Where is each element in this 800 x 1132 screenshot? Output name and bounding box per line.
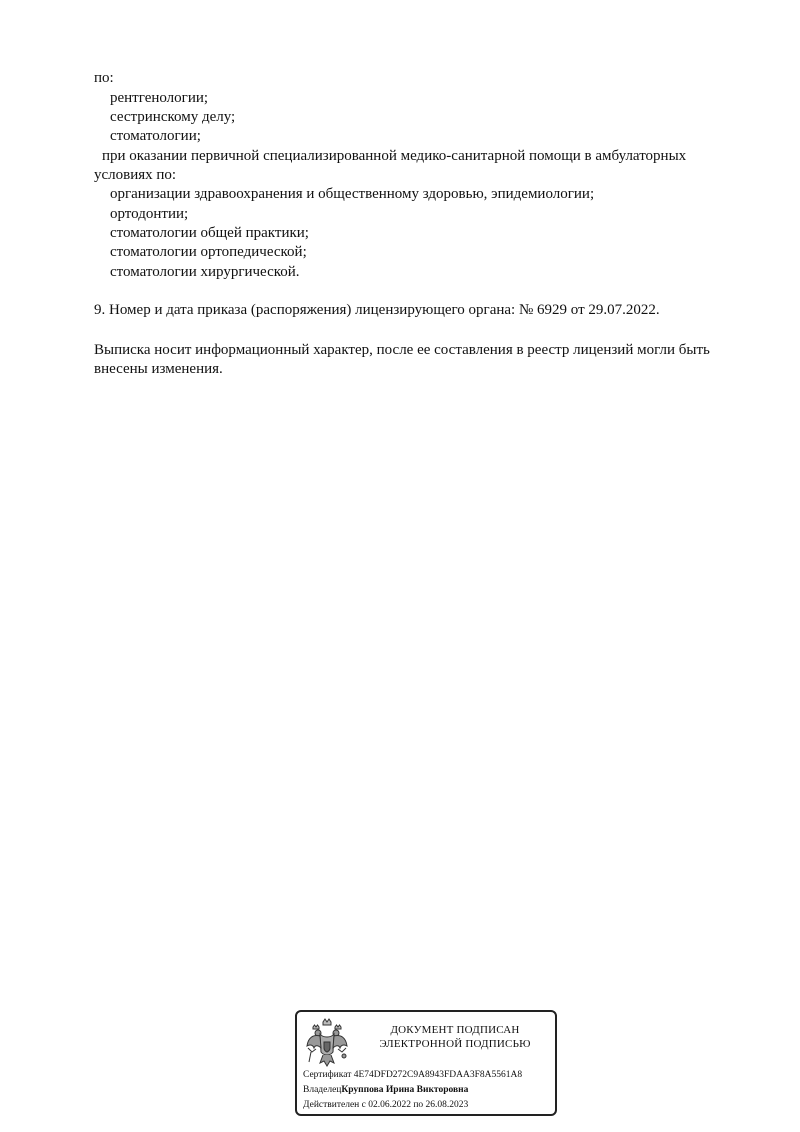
certificate-label: Сертификат [303, 1070, 352, 1080]
owner-row [303, 1084, 468, 1096]
owner-label: Владелец [303, 1085, 342, 1095]
list-item: стоматологии хирургической. [110, 264, 300, 280]
certificate-row [303, 1069, 522, 1081]
list-item: рентгенологии; [110, 90, 209, 106]
russian-coat-of-arms-icon [305, 1018, 349, 1070]
list-item: стоматологии ортопедической; [110, 244, 307, 260]
list-item: организации здравоохранения и общественному здоровью, эпидемиологии; [110, 186, 595, 202]
list-item: стоматологии; [110, 128, 201, 144]
stamp-title-line1: ДОКУМЕНТ ПОДПИСАН [390, 1024, 520, 1036]
electronic-signature-stamp [295, 1010, 557, 1116]
list-item: стоматологии общей практики; [110, 225, 309, 241]
section-intro-text: при оказании первичной специализированной медико-санитарной помощи в амбулаторных [102, 148, 687, 164]
list-item: сестринскому делу; [110, 109, 236, 125]
owner-value: Круппова Ирина Викторовна [341, 1085, 469, 1095]
disclaimer-line: Выписка носит информационный характер, после ее составления в реестр лицензий могли быть [94, 342, 710, 358]
validity-row: Действителен с 02.06.2022 по 26.08.2023 [303, 1100, 469, 1110]
list-item: ортодонтии; [110, 206, 189, 222]
list-intro-text: по: [94, 70, 114, 86]
certificate-value: 4E74DFD272C9A8943FDAA3F8A5561A8 [353, 1070, 523, 1080]
disclaimer-line: внесены изменения. [94, 361, 223, 377]
order-number-line: 9. Номер и дата приказа (распоряжения) лицензирующего органа: № 6929 от 29.07.2022. [94, 302, 660, 318]
section-intro-text-cont: условиях по: [94, 167, 177, 183]
stamp-title-line2: ЭЛЕКТРОННОЙ ПОДПИСЬЮ [379, 1038, 531, 1050]
